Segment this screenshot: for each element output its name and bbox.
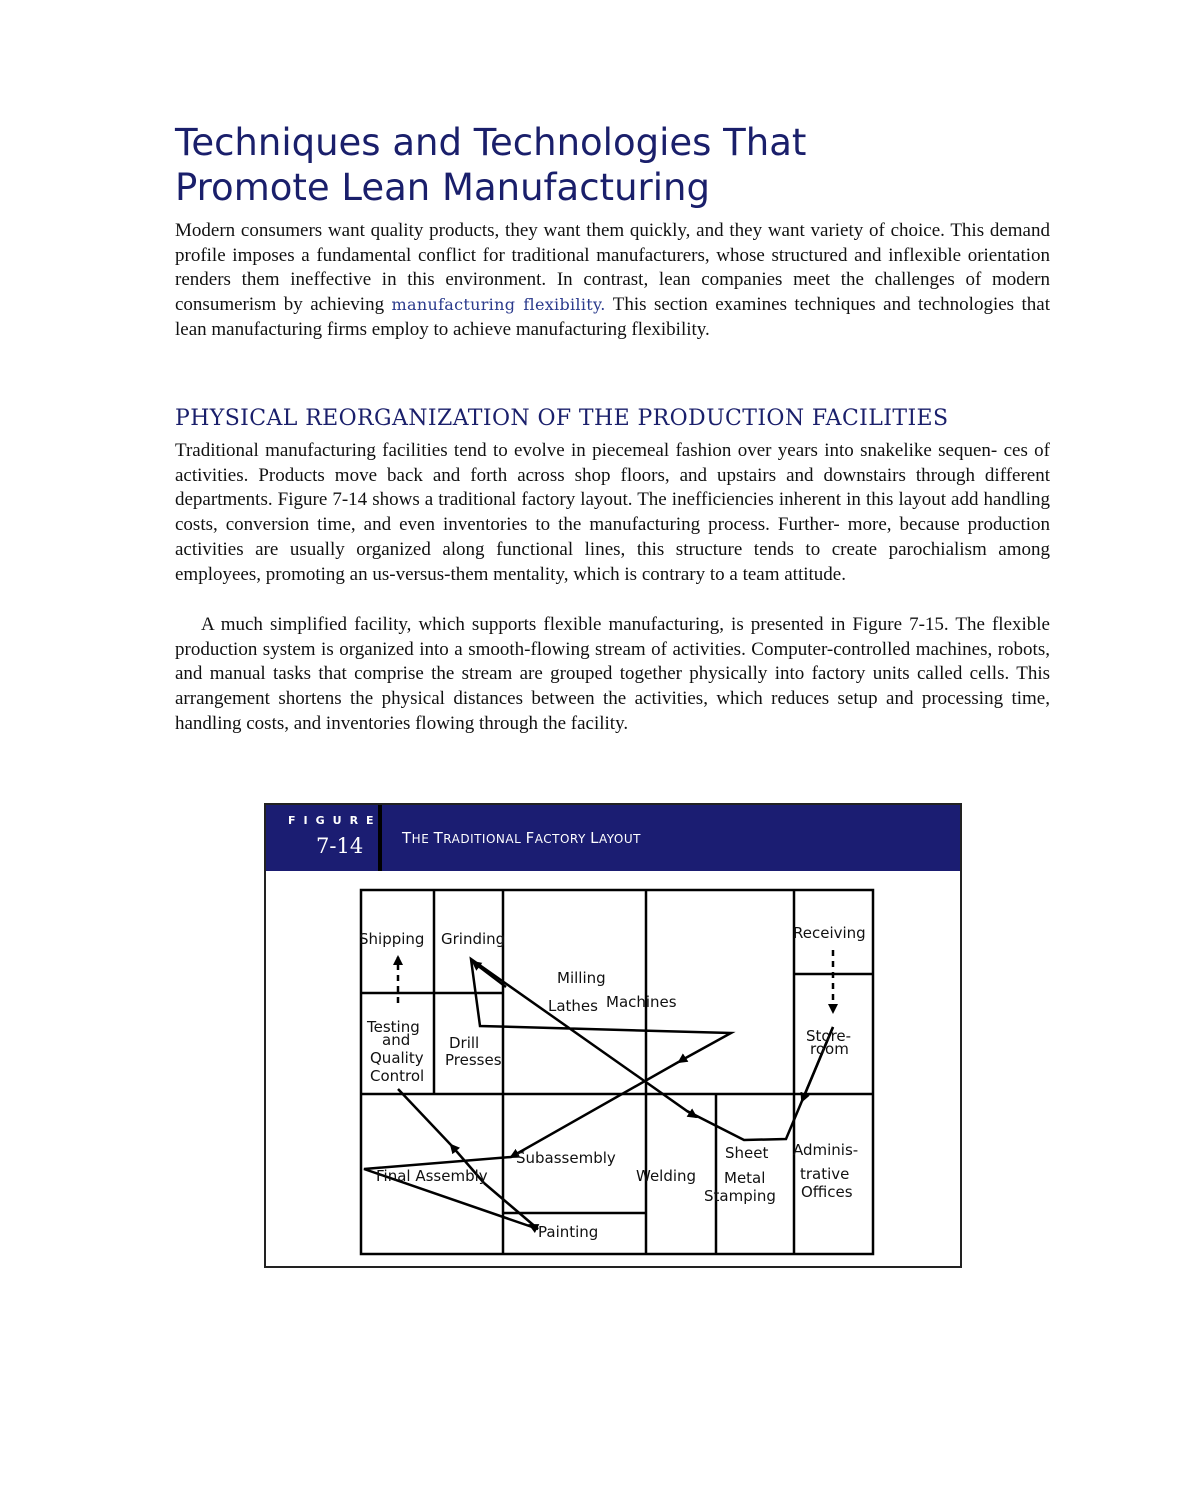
intro-text-start: Modern consumers want quality products, they want them quickly, and they want variety of choice. This demand profile imposes a fundamental conflict for traditional manufacturers, whose structured and inflexible orientation renders them ineffective in this environment. In contrast, lean companies meet the challenges of modern consumerism by achieving xyxy=(175,220,1050,316)
label-testing: Testing xyxy=(367,1018,420,1036)
page-title-line-1: Techniques and Technologies That xyxy=(175,121,807,164)
label-grinding: Grinding xyxy=(441,930,506,948)
page-title xyxy=(175,120,1055,210)
intro-text-end: This section examines techniques and technologies that lean manufacturing firms employ to achieve manufacturing flexibility. xyxy=(175,294,1050,340)
label-presses: Presses xyxy=(445,1051,502,1069)
label-receiving: Receiving xyxy=(793,924,866,942)
label-sheet: Sheet xyxy=(725,1144,769,1162)
label-quality: Quality xyxy=(370,1049,424,1067)
section-paragraph-2: A much simplified facility, which supports flexible manufacturing, is presented in Figure 7-15. The flexible production system is organized into a smooth-flowing stream of activities. Computer-controlled machines, robots, and manual tasks that comprise the stream are grouped together physically into factory units called cells. This arrangement shortens the physical distances between the activities, which reduces setup and processing time, handling costs, and inventories flowing through the facility. xyxy=(175,614,1050,734)
label-administrative-2: trative xyxy=(800,1165,850,1183)
label-shipping: Shipping xyxy=(359,930,425,948)
label-storeroom-1: Store- xyxy=(806,1027,852,1045)
factory-layout-diagram xyxy=(266,805,960,1266)
label-lathes: Lathes xyxy=(548,997,598,1015)
label-and: and xyxy=(382,1031,411,1049)
label-administrative-3: Offices xyxy=(801,1183,853,1201)
label-administrative-1: Adminis- xyxy=(793,1141,859,1159)
label-stamping: Stamping xyxy=(704,1187,776,1205)
label-machines: Machines xyxy=(606,993,677,1011)
label-welding: Welding xyxy=(636,1167,697,1185)
label-control: Control xyxy=(370,1067,425,1085)
page-title-line-2: Promote Lean Manufacturing xyxy=(175,166,710,209)
figure-word: FIGURE xyxy=(288,814,382,827)
figure-number: 7-14 xyxy=(316,834,364,858)
figure-7-14 xyxy=(264,803,962,1268)
label-milling: Milling xyxy=(557,969,606,987)
intro-paragraph xyxy=(175,219,1050,343)
label-drill: Drill xyxy=(449,1034,480,1052)
section-heading: PHYSICAL REORGANIZATION OF THE PRODUCTION FACILITIES xyxy=(175,406,949,431)
figure-title: THE TRADITIONAL FACTORY LAYOUT xyxy=(402,829,641,847)
label-metal: Metal xyxy=(724,1169,766,1187)
label-storeroom-2: room xyxy=(810,1040,849,1058)
manufacturing-flexibility-link[interactable]: manufacturing flexibility. xyxy=(391,295,606,315)
section-paragraph-1: Traditional manufacturing facilities tend to evolve in piecemeal fashion over years into snakelike sequen- ces of activities. Products move back and forth across shop floors, and upstairs and downstairs through different departments. Figure 7-14 shows a traditional factory layout. The inefficiencies inherent in this layout add handling costs, conversion time, and even inventories to the manufacturing process. Further- more, because production activities are usually organized along functional lines, this structure tends to create parochialism among employees, promoting an us-versus-them mentality, which is contrary to a team attitude. xyxy=(175,440,1050,585)
layout-grid xyxy=(361,890,873,1254)
label-painting: Painting xyxy=(538,1223,599,1241)
label-final-assembly: Final Assembly xyxy=(376,1167,488,1185)
label-subassembly: Subassembly xyxy=(516,1149,616,1167)
